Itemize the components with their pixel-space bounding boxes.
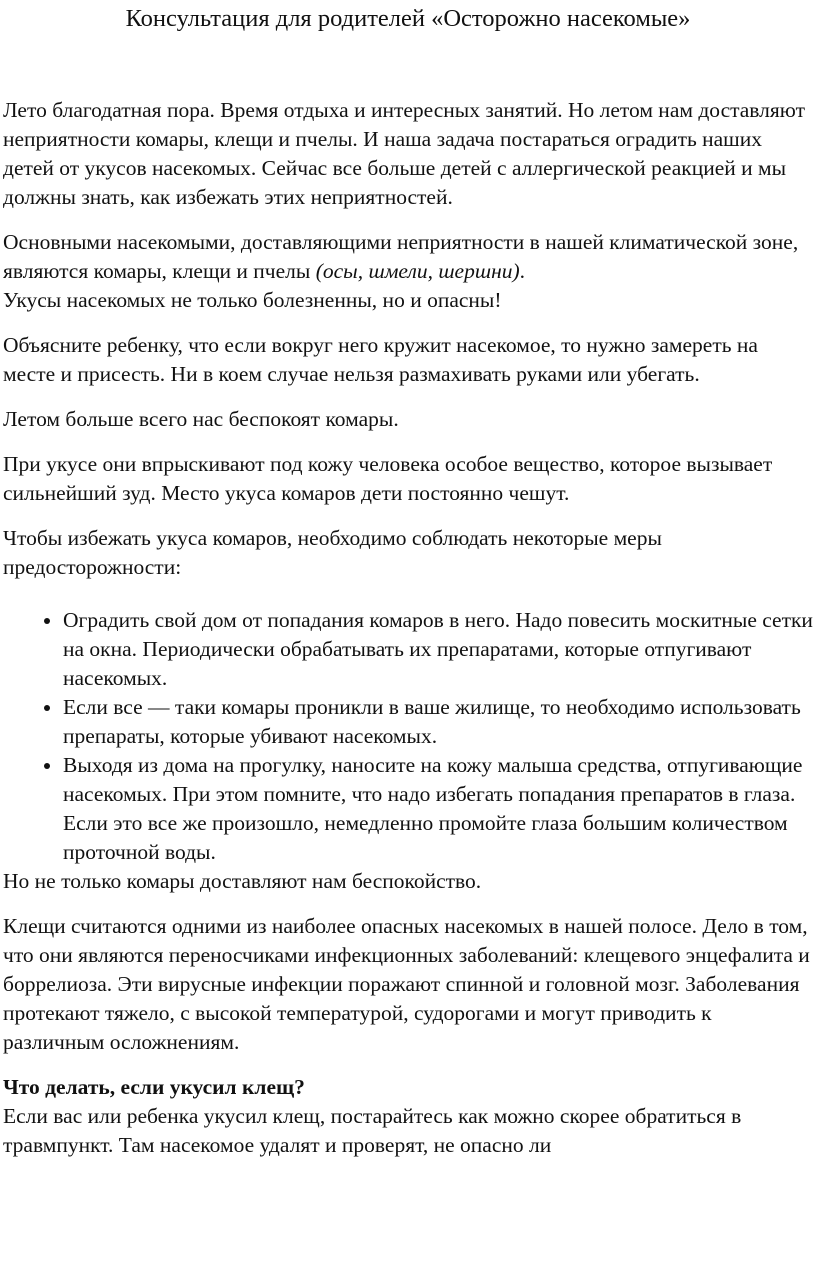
list-item: • Если все — таки комары проникли в ваше жилище, то необходимо использовать препараты, которые убивают насекомых. <box>63 693 815 751</box>
document-title: Консультация для родителей «Осторожно насекомые» <box>125 5 691 32</box>
paragraph-explain-child: Объясните ребенку, что если вокруг него кружит насекомое, то нужно замереть на месте и присесть. Ни в коем случае нельзя размахивать руками или убегать. <box>3 333 758 386</box>
document-body <box>3 96 815 1160</box>
paragraph-ticks: Клещи считаются одними из наиболее опасных насекомых в нашей полосе. Дело в том, что они являются переносчиками инфекционных заболеваний: клещевого энцефалита и боррелиоза. Эти вирусные инфекции поражают спинной и головной мозг. Заболевания протекают тяжело, с высокой температурой, судорогами и могут приводить к различным осложнениям. <box>3 914 810 1054</box>
paragraph-gap <box>3 508 815 524</box>
paragraph-gap <box>3 896 815 912</box>
main-insects-end: . <box>519 259 526 283</box>
paragraph-summer-intro: Лето благодатная пора. Время отдыха и интересных занятий. Но летом нам доставляют неприятности комары, клещи и пчелы. И наша задача постараться оградить наших детей от укусов насекомых. Сейчас все больше детей с аллергической реакцией и мы должны знать, как избежать этих неприятностей. <box>3 98 805 209</box>
list-item: • Выходя из дома на прогулку, наносите на кожу малыша средства, отпугивающие насекомых. При этом помните, что надо избегать попадания препаратов в глаза. Если это все же произошло, немедленно промойте глаза большим количеством проточной воды. <box>63 751 815 867</box>
paragraph-gap <box>3 212 815 228</box>
main-insects-italic: (осы, шмели, шершни) <box>315 259 520 283</box>
paragraph-not-only-mosquitoes: Но не только комары доставляют нам беспокойство. <box>3 869 482 893</box>
tick-bite-heading: Что делать, если укусил клещ? <box>3 1075 305 1099</box>
paragraph-gap <box>3 434 815 450</box>
bites-dangerous-text: Укусы насекомых не только болезненны, но и опасны! <box>3 288 502 312</box>
paragraph-gap <box>3 315 815 331</box>
paragraph-mosquitoes-bother: Летом больше всего нас беспокоят комары. <box>3 407 399 431</box>
tick-bite-text: Если вас или ребенка укусил клещ, постарайтесь как можно скорее обратиться в травмпункт. Там насекомое удалят и проверят, не опасно ли <box>3 1104 742 1157</box>
main-insects-text: Основными насекомыми, доставляющими неприятности в нашей климатической зоне, являются комары, клещи и пчелы <box>3 230 799 283</box>
paragraph-bite-itch: При укусе они впрыскивают под кожу человека особое вещество, которое вызывает сильнейший зуд. Место укуса комаров дети постоянно чешут. <box>3 452 773 505</box>
paragraph-main-insects <box>3 228 815 315</box>
paragraph-gap <box>3 389 815 405</box>
paragraph-precautions: Чтобы избежать укуса комаров, необходимо соблюдать некоторые меры предосторожности: <box>3 526 662 579</box>
paragraph-tick-bite <box>3 1073 815 1160</box>
paragraph-gap <box>3 1057 815 1073</box>
precautions-list <box>3 606 815 867</box>
list-item: • Оградить свой дом от попадания комаров в него. Надо повесить москитные сетки на окна. Периодически обрабатывать их препаратами, которые отпугивают насекомых. <box>63 606 815 693</box>
